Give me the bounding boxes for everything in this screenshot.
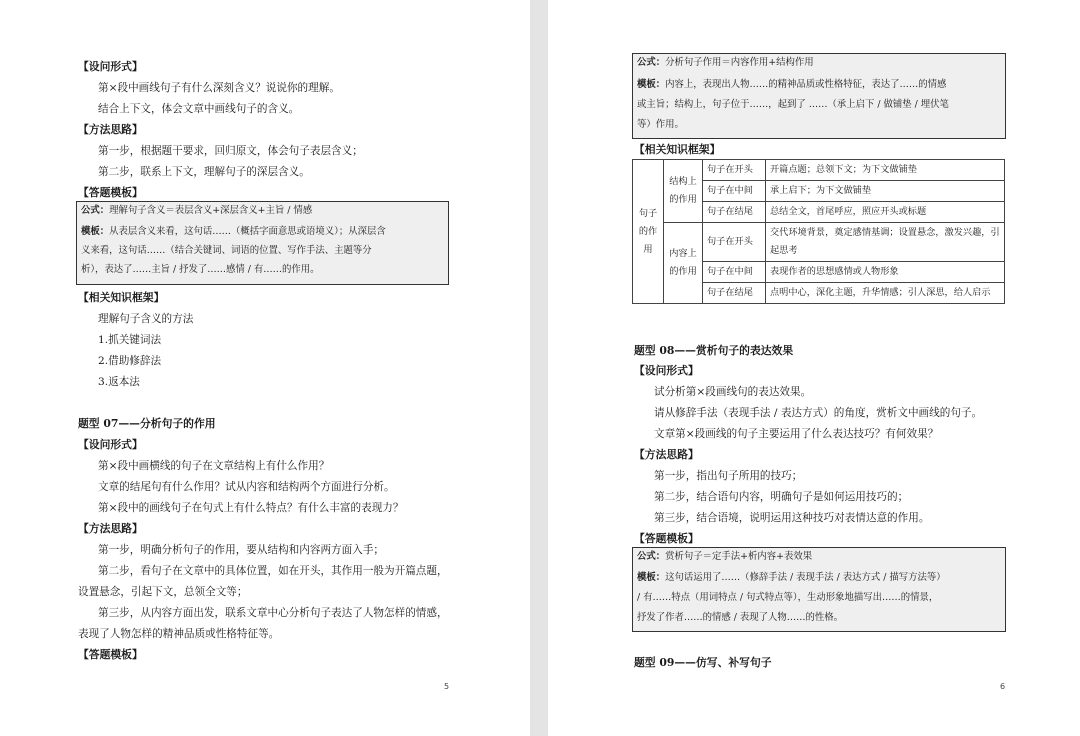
table-pos-cell: 句子在中间 — [703, 262, 766, 283]
table-desc-cell: 总结全文，首尾呼应，照应开头或标题 — [766, 202, 1005, 223]
section-heading: 【答题模板】 — [634, 532, 699, 545]
table-group-cell: 内容上的作用 — [664, 223, 703, 304]
framework-item: 2.借助修辞法 — [98, 355, 162, 367]
method-step: 第一步，根据题干要求，回归原文，体会句子表层含义； — [98, 145, 363, 157]
table-pos-cell: 句子在结尾 — [703, 283, 766, 304]
formula-label: 公式： — [637, 551, 666, 562]
knowledge-framework-table — [632, 159, 1005, 304]
method-step: 表现了人物怎样的精神品质或性格特征等。 — [78, 628, 280, 640]
question-item: 结合上下文，体会文章中画线句子的含义。 — [98, 103, 300, 115]
section-heading: 【相关知识框架】 — [78, 291, 165, 304]
question-item: 第×段中画线句子有什么深刻含义？说说你的理解。 — [98, 82, 340, 94]
template-label: 模板： — [637, 572, 666, 583]
method-step: 第一步，明确分析句子的作用，要从结构和内容两方面入手； — [98, 544, 385, 556]
method-step: 第二步，看句子在文章中的具体位置，如在开头，其作用一般为开篇点题， — [98, 565, 448, 577]
method-step: 第一步，指出句子所用的技巧； — [654, 470, 803, 482]
method-step: 第二步，联系上下文，理解句子的深层含义。 — [98, 166, 310, 178]
formula-text: 分析句子作用＝内容作用+结构作用 — [665, 57, 814, 68]
template-line: 析），表达了……主旨 / 抒发了……感情 / 有……的作用。 — [81, 264, 320, 275]
framework-item: 1.抓关键词法 — [98, 334, 162, 346]
table-desc-cell: 表现作者的思想感情或人物形象 — [766, 262, 1005, 283]
template-box — [76, 201, 449, 285]
question-item: 试分析第×段画线句的表达效果。 — [654, 386, 812, 398]
section-heading: 【答题模板】 — [78, 186, 143, 199]
framework-item: 3.返本法 — [98, 376, 140, 388]
formula-label: 公式： — [81, 205, 110, 216]
template-line: 抒发了作者……的情感 / 表现了人物……的性格。 — [637, 612, 843, 623]
table-desc-cell: 承上启下；为下文做铺垫 — [766, 181, 1005, 202]
table-pos-cell: 句子在中间 — [703, 181, 766, 202]
page-right — [548, 0, 1080, 736]
section-heading: 【方法思路】 — [78, 123, 143, 136]
template-label: 模板： — [637, 79, 666, 90]
table-pos-cell: 句子在开头 — [703, 223, 766, 262]
question-type-title: 题型 09——仿写、补写句子 — [634, 656, 772, 669]
section-heading: 【设问形式】 — [634, 364, 699, 377]
question-type-title: 题型 08——赏析句子的表达效果 — [634, 344, 794, 357]
formula-text: 赏析句子＝定手法+析内容+表效果 — [665, 551, 813, 562]
method-step: 第二步，结合语句内容，明确句子是如何运用技巧的； — [654, 491, 909, 503]
template-line: 从表层含义来看，这句话……（概括字面意思或语境义）；从深层含 — [109, 226, 386, 237]
table-desc-cell: 开篇点题；总领下文；为下文做铺垫 — [766, 160, 1005, 181]
template-line: 等）作用。 — [637, 119, 684, 130]
template-line: 内容上，表现出人物……的精神品质或性格特征，表达了……的情感 — [665, 79, 947, 90]
template-line: 这句话运用了……（修辞手法 / 表现手法 / 表达方式 / 描写方法等） — [665, 572, 946, 583]
question-type-title: 题型 07——分析句子的作用 — [78, 417, 216, 430]
template-box — [632, 547, 1006, 632]
framework-intro: 理解句子含义的方法 — [98, 313, 194, 325]
table-group-cell: 结构上的作用 — [664, 160, 703, 223]
table-root-cell: 句子的作用 — [633, 160, 664, 304]
page-gutter — [530, 0, 548, 736]
table-pos-cell: 句子在结尾 — [703, 202, 766, 223]
question-item: 文章的结尾句有什么作用？试从内容和结构两个方面进行分析。 — [98, 481, 395, 493]
question-item: 第×段中画横线的句子在文章结构上有什么作用？ — [98, 460, 330, 472]
table-pos-cell: 句子在开头 — [703, 160, 766, 181]
question-item: 文章第×段画线的句子主要运用了什么表达技巧？有何效果？ — [654, 428, 939, 440]
page-number: 5 — [444, 682, 450, 691]
template-line: 或主旨；结构上，句子位于……，起到了 ……（承上启下 / 做铺垫 / 埋伏笔 — [637, 99, 949, 110]
template-line: 义来看，这句话……（结合关键词、词语的位置、写作手法、主题等分 — [81, 245, 372, 256]
table-desc-cell: 点明中心，深化主题，升华情感；引人深思，给人启示 — [766, 283, 1005, 304]
section-heading: 【答题模板】 — [78, 648, 143, 661]
template-label: 模板： — [81, 226, 110, 237]
question-item: 请从修辞手法（表现手法 / 表达方式）的角度，赏析文中画线的句子。 — [654, 407, 983, 419]
section-heading: 【设问形式】 — [78, 438, 143, 451]
section-heading: 【方法思路】 — [78, 522, 143, 535]
question-item: 第×段中的画线句子在句式上有什么特点？有什么丰富的表现力？ — [98, 502, 404, 514]
section-heading: 【相关知识框架】 — [634, 143, 721, 156]
table-desc-cell: 交代环境背景，奠定感情基调；设置悬念，激发兴趣，引起思考 — [766, 223, 1005, 262]
page-left — [0, 0, 530, 736]
formula-text: 理解句子含义＝表层含义+深层含义+主旨 / 情感 — [109, 205, 313, 216]
template-box — [632, 53, 1006, 139]
method-step: 设置悬念，引起下文，总领全文等； — [78, 586, 248, 598]
method-step: 第三步，从内容方面出发，联系文章中心分析句子表达了人物怎样的情感， — [98, 607, 448, 619]
method-step: 第三步，结合语境，说明运用这种技巧对表情达意的作用。 — [654, 512, 930, 524]
page-number: 6 — [1000, 682, 1006, 691]
formula-label: 公式： — [637, 57, 666, 68]
section-heading: 【方法思路】 — [634, 448, 699, 461]
section-heading: 【设问形式】 — [78, 60, 143, 73]
template-line: / 有……特点（用词特点 / 句式特点等），生动形象地描写出……的情景， — [637, 592, 939, 603]
